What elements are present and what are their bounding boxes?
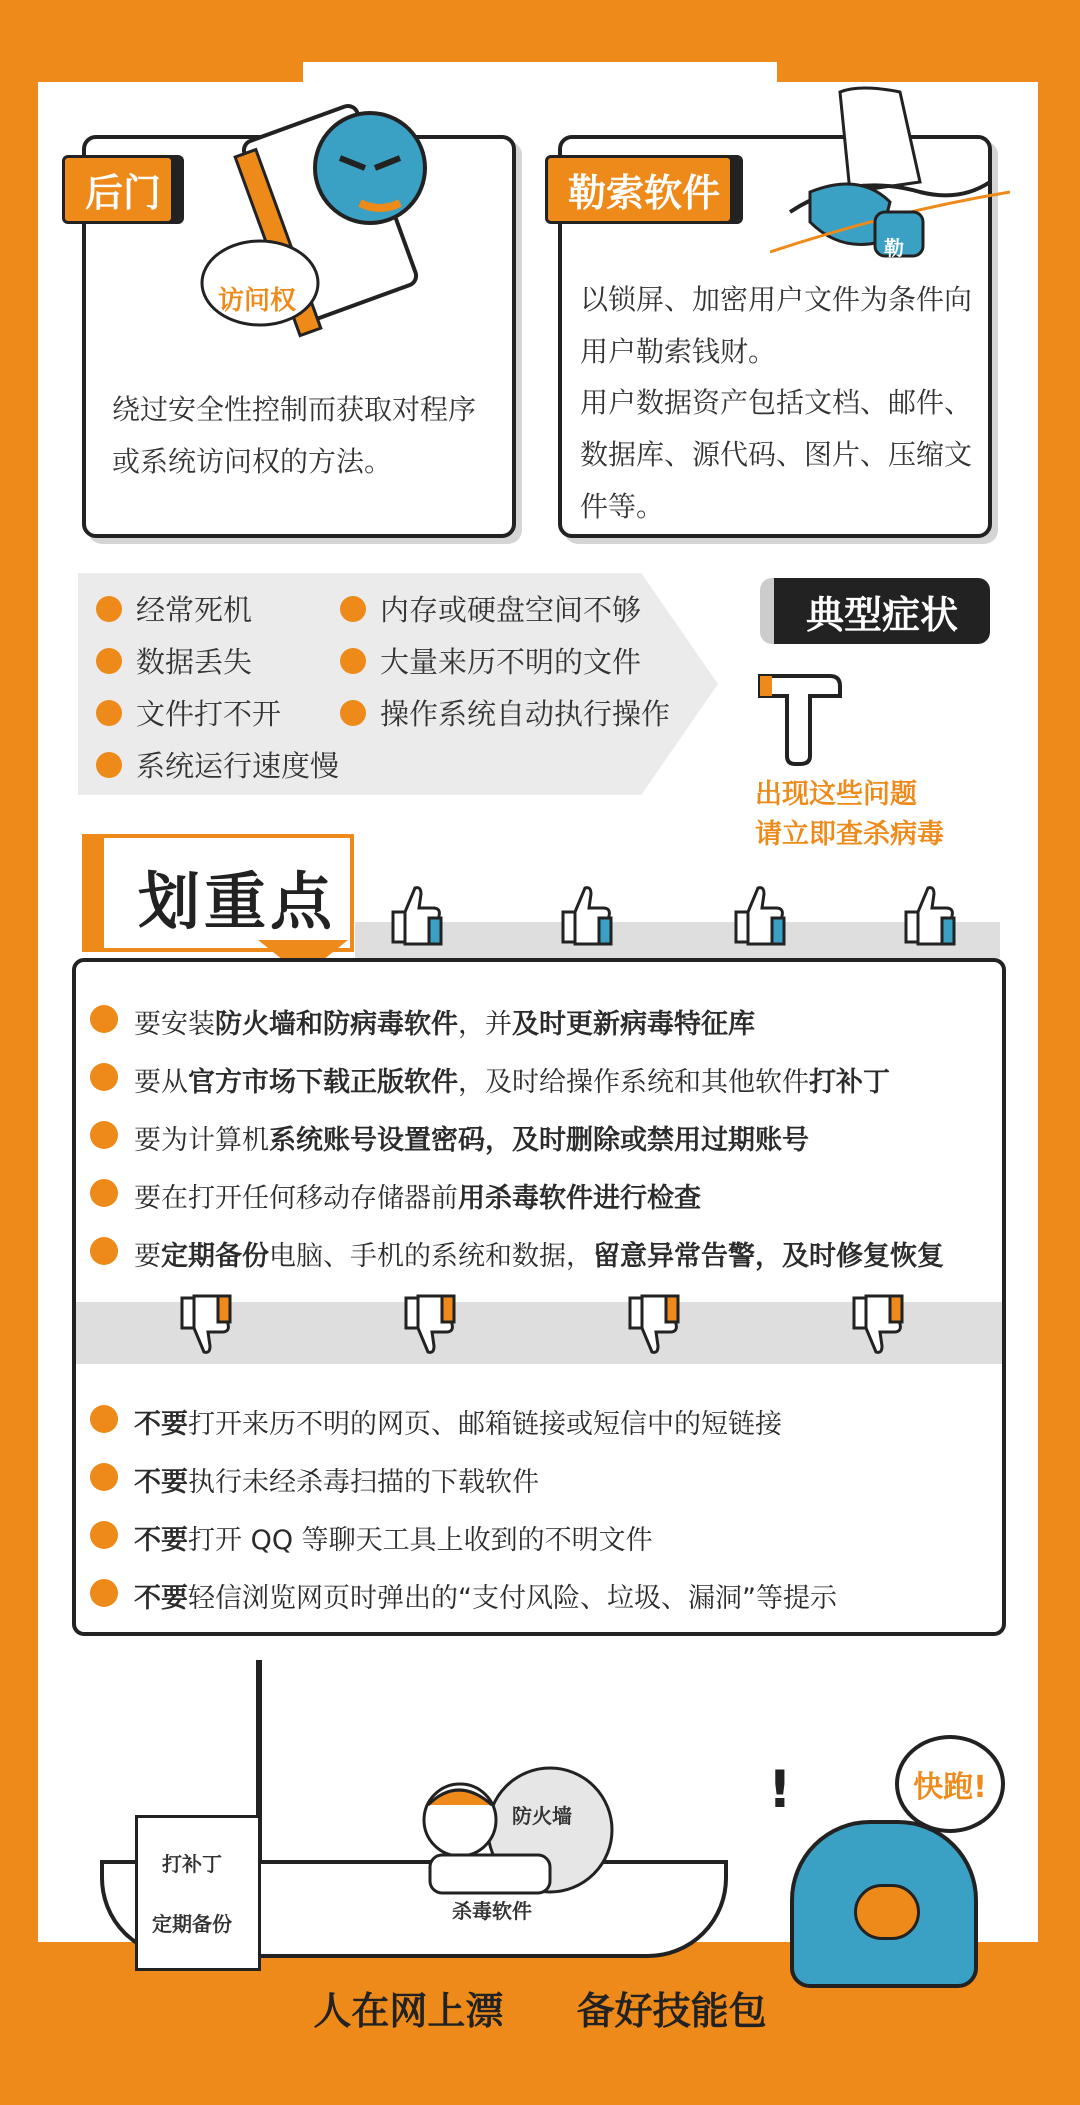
footer-right: 备好技能包 [576, 1989, 767, 2033]
thumbs-down-icon [622, 1292, 682, 1362]
backdoor-tag: 后门 [62, 155, 184, 224]
bullet-icon [96, 596, 122, 622]
thumbs-down-icon [398, 1292, 458, 1362]
thumbs-up-icon [898, 878, 958, 948]
thumbs-down-icon [846, 1292, 906, 1362]
symptom-item: 文件打不开 [96, 692, 281, 733]
symptom-item: 系统运行速度慢 [96, 744, 339, 785]
firewall-bag-label: 防火墙 [512, 1804, 572, 1828]
do-item: 要为计算机系统账号设置密码，及时删除或禁用过期账号 [134, 1118, 809, 1157]
backdoor-description: 绕过安全性控制而获取对程序或系统访问权的方法。 [112, 393, 477, 478]
key-points-box [72, 958, 1006, 1636]
bullet-icon [96, 752, 122, 778]
key-points-title-box [82, 834, 354, 952]
key-points-title: 划重点 [138, 865, 337, 938]
do-item: 要在打开任何移动存储器前用杀毒软件进行检查 [134, 1176, 701, 1215]
symptoms-badge: 典型症状 [760, 578, 990, 644]
ransomware-tag: 勒索软件 [545, 155, 743, 224]
thumbs-down-icon [174, 1292, 234, 1362]
shark-mouth [854, 1884, 920, 1940]
dont-item: 不要打开 QQ 等聊天工具上收到的不明文件 [134, 1518, 653, 1557]
backpack-box [135, 1815, 261, 1971]
thumbs-up-icon [555, 878, 615, 948]
shark-mascot [790, 1820, 978, 1988]
symptom-item: 大量来历不明的文件 [340, 640, 641, 681]
bullet-icon [90, 1121, 118, 1149]
warning-line-2: 请立即查杀病毒 [755, 819, 944, 850]
warning-line-1: 出现这些问题 [755, 779, 917, 810]
bullet-icon [90, 1237, 118, 1265]
thumbs-up-icon [728, 878, 788, 948]
dont-item: 不要执行未经杀毒扫描的下载软件 [134, 1460, 539, 1499]
do-item: 要定期备份电脑、手机的系统和数据，留意异常告警，及时修复恢复 [134, 1234, 944, 1273]
symptom-item: 内存或硬盘空间不够 [340, 588, 641, 629]
antivirus-bag-label: 杀毒软件 [452, 1899, 532, 1923]
title-accent-bar [82, 834, 104, 952]
bullet-icon [96, 700, 122, 726]
bullet-icon [96, 648, 122, 674]
footer-slogan [0, 1980, 1080, 2035]
symptom-item: 操作系统自动执行操作 [340, 692, 670, 733]
dont-item: 不要打开来历不明的网页、邮箱链接或短信中的短链接 [134, 1402, 782, 1441]
access-right-label: 访问权 [218, 286, 297, 316]
symptom-item: 经常死机 [96, 588, 252, 629]
bullet-icon [90, 1579, 118, 1607]
bullet-icon [90, 1063, 118, 1091]
exclamation-icon: ! [768, 1760, 792, 1820]
ransom-badge: 勒 [884, 236, 904, 260]
footer-left: 人在网上漂 [313, 1989, 504, 2033]
thumbs-up-icon [385, 878, 445, 948]
dont-item: 不要轻信浏览网页时弹出的“支付风险、垃圾、漏洞”等提示 [134, 1576, 837, 1615]
do-item: 要安装防火墙和防病毒软件，并及时更新病毒特征库 [134, 1002, 755, 1041]
bullet-icon [340, 648, 366, 674]
pointing-hand-icon [752, 668, 852, 768]
patch-label: 打补丁 [162, 1852, 222, 1876]
sleeping-person-icon [400, 1760, 620, 1900]
warning-text [755, 775, 944, 855]
bullet-icon [340, 700, 366, 726]
symptom-item: 数据丢失 [96, 640, 252, 681]
bullet-icon [90, 1005, 118, 1033]
bullet-icon [90, 1521, 118, 1549]
ransomware-description-2: 用户数据资产包括文档、邮件、数据库、源代码、图片、压缩文件等。 [580, 386, 973, 523]
bullet-icon [90, 1463, 118, 1491]
bullet-icon [90, 1405, 118, 1433]
backup-label: 定期备份 [152, 1912, 232, 1936]
bullet-icon [340, 596, 366, 622]
ransomware-description-1: 以锁屏、加密用户文件为条件向用户勒索钱财。 [580, 283, 973, 368]
do-item: 要从官方市场下载正版软件，及时给操作系统和其他软件打补丁 [134, 1060, 890, 1099]
shout-bubble: 快跑! [895, 1735, 1005, 1833]
bullet-icon [90, 1179, 118, 1207]
